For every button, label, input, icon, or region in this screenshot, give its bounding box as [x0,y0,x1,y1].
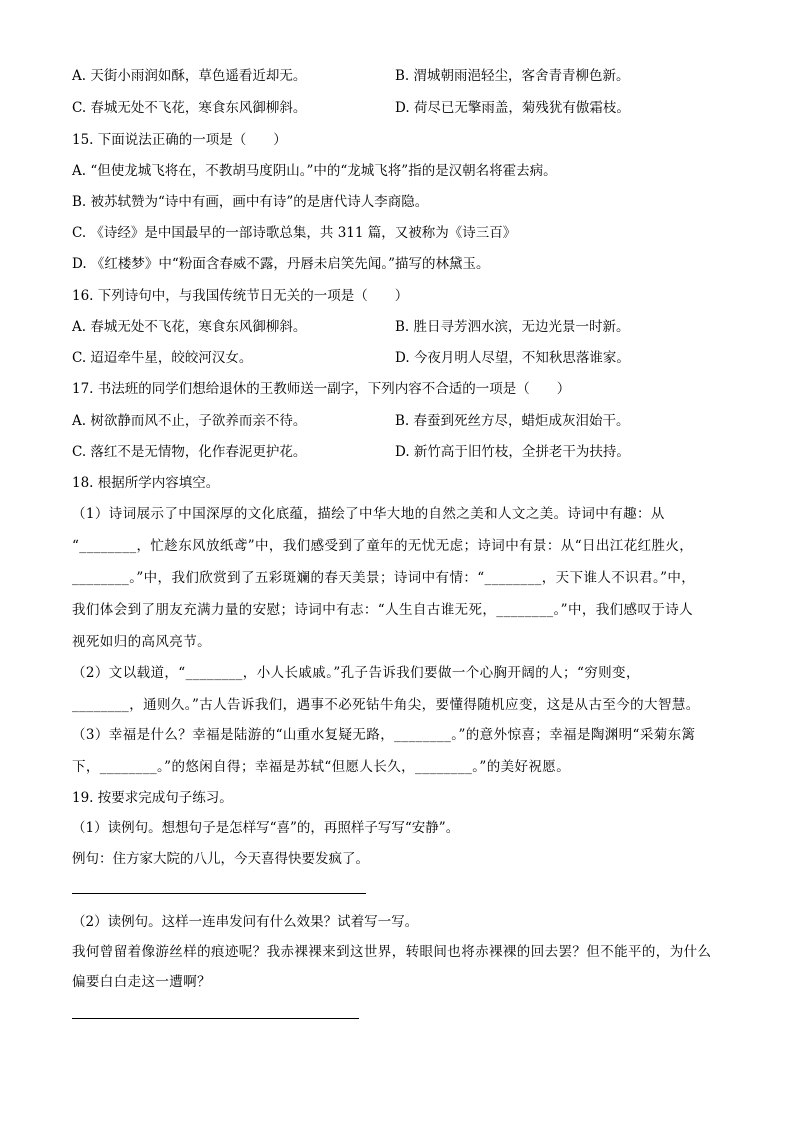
q14-option-a: A. 天街小雨润如酥，草色遥看近却无。 [72,68,307,84]
q18-part1-line: ________。”中，我们欣赏到了五彩斑斓的春天美景；诗词中有情：“________，天下谁人不识君。”中， [72,570,696,586]
q18-stem: 18. 根据所学内容填空。 [72,475,220,491]
q19-part2-prompt: （2）读例句。这样一连串发问有什么效果？试着写一写。 [72,914,419,930]
q19-part2-answer-line[interactable] [72,1018,359,1019]
q19-part2-example-line: 我何曾留着像游丝样的痕迹呢？我赤裸裸来到这世界，转眼间也将赤裸裸的回去罢？但不能平的，为什么 [72,944,712,960]
q16-stem: 16. 下列诗句中，与我国传统节日无关的一项是（ ） [72,288,409,304]
q18-part1-line: “________，忙趁东风放纸鸢”中，我们感受到了童年的无忧无虑；诗词中有景：从“日出江花红胜火， [72,538,694,554]
q17-option-c: C. 落红不是无情物，化作春泥更护花。 [72,444,307,460]
q16-option-d: D. 今夜月明人尽望，不知秋思落谁家。 [395,350,630,366]
q14-option-c: C. 春城无处不飞花，寒食东风御柳斜。 [72,100,307,116]
q16-option-b: B. 胜日寻芳泗水滨，无边光景一时新。 [395,319,630,335]
q18-part1-line: （1）诗词展示了中国深厚的文化底蕴，描绘了中华大地的自然之美和人文之美。诗词中有趣：从 [72,506,665,522]
q18-part1-line: 我们体会到了朋友充满力量的安慰；诗词中有志：“人生自古谁无死，________。”中，我们感叹于诗人 [72,602,694,618]
q17-stem: 17. 书法班的同学们想给退休的王教师送一副字，下列内容不合适的一项是（ ） [72,381,571,397]
q16-option-a: A. 春城无处不飞花，寒食东风御柳斜。 [72,319,307,335]
q18-part1-line: 视死如归的高风亮节。 [72,634,211,650]
q17-option-b: B. 春蚕到死丝方尽，蜡炬成灰泪始干。 [395,413,630,429]
q19-part1-prompt: （1）读例句。想想句子是怎样写“喜”的，再照样子写写“安静”。 [72,820,460,836]
q19-part1-answer-line[interactable] [72,893,366,894]
q15-option-b: B. 被苏轼赞为“诗中有画，画中有诗”的是唐代诗人李商隐。 [72,194,429,210]
q15-option-c: C. 《诗经》是中国最早的一部诗歌总集，共 311 篇，又被称为《诗三百》 [72,225,517,241]
q18-part3-line: （3）幸福是什么？幸福是陆游的“山重水复疑无路，________。”的意外惊喜；幸福是陶渊明“采菊东篱 [72,727,696,743]
q19-part1-example: 例句：住方家大院的八儿，今天喜得快要发疯了。 [72,851,369,867]
q15-option-d: D. 《红楼梦》中“粉面含春威不露，丹唇未启笑先闻。”描写的林黛玉。 [72,256,490,272]
q14-option-d: D. 荷尽已无擎雨盖，菊残犹有傲霜枝。 [395,100,630,116]
q17-option-a: A. 树欲静而风不止，子欲养而亲不待。 [72,413,307,429]
q19-stem: 19. 按要求完成句子练习。 [72,790,233,806]
q19-part2-example-line: 偏要白白走这一遭啊？ [72,974,211,990]
q18-part3-line: 下，________。”的悠闲自得；幸福是苏轼“但愿人长久，________。”的美好祝愿。 [72,759,571,775]
q18-part2-line: （2）文以载道，“________，小人长戚戚。”孔子告诉我们要做一个心胸开阔的人；“穷则变， [72,665,640,681]
q18-part2-line: ________，通则久。”古人告诉我们，遇事不必死钻牛角尖，要懂得随机应变，这是从古至今的大智慧。 [72,697,700,713]
q15-option-a: A. “但使龙城飞将在，不教胡马度阴山。”中的“龙城飞将”指的是汉朝名将霍去病。 [72,163,557,179]
q14-option-b: B. 渭城朝雨浥轻尘，客舍青青柳色新。 [395,68,630,84]
q15-stem: 15. 下面说法正确的一项是（ ） [72,132,287,148]
q17-option-d: D. 新竹高于旧竹枝，全拼老干为扶持。 [395,444,630,460]
q16-option-c: C. 迢迢牵牛星，皎皎河汉女。 [72,350,253,366]
